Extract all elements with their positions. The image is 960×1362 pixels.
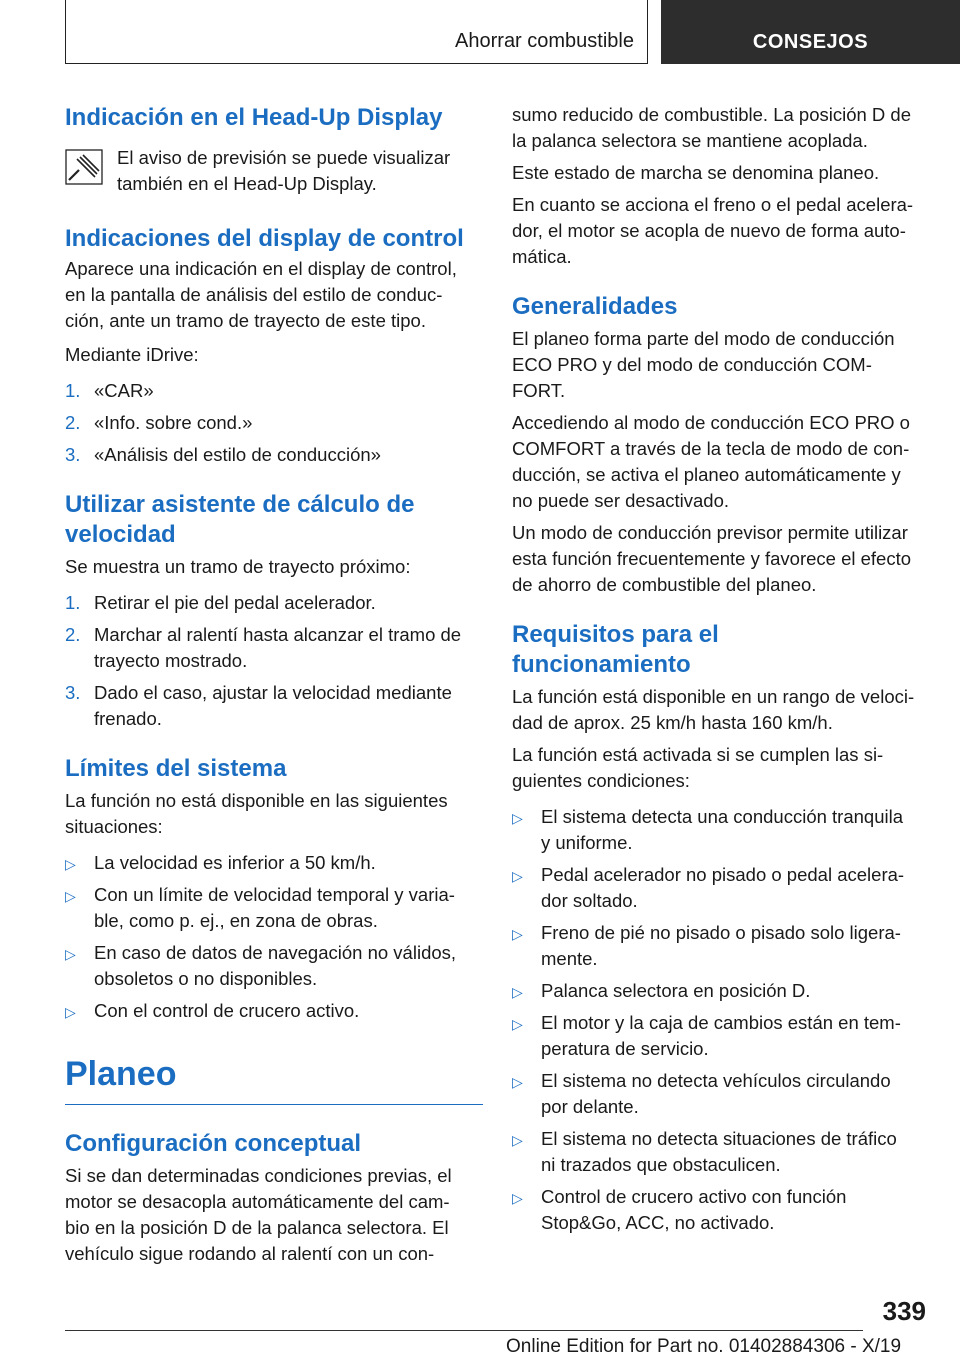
item-text: Stop&Go, ACC, no activado. [541, 1212, 775, 1233]
paragraph-line: de ahorro de combustible del planeo. [512, 574, 817, 595]
bullet-icon: ▷ [512, 926, 523, 942]
heading-line: funcionamiento [512, 651, 691, 678]
item-text: y uniforme. [541, 832, 633, 853]
list-item [512, 862, 932, 914]
list-item [512, 978, 932, 1004]
paragraph-line: La función está disponible en un rango de veloci- [512, 686, 915, 707]
general-paragraph-1 [512, 326, 932, 404]
right-column [512, 102, 932, 1236]
header-chapter-title: CONSEJOS [752, 31, 869, 53]
list-item [65, 850, 483, 876]
paragraph-line: COMFORT a través de la tecla de modo de con- [512, 438, 910, 459]
bullet-icon: ▷ [65, 946, 76, 962]
item-text: Freno de pié no pisado o pisado solo ligera- [541, 922, 901, 943]
header-section-title: Ahorrar combustible [455, 30, 634, 52]
bullet-icon: ▷ [512, 868, 523, 884]
paragraph-line: ducción, se activa el planeo automáticamente y [512, 464, 901, 485]
step-text: «CAR» [94, 380, 154, 401]
speed-heading [65, 490, 483, 550]
continued-paragraph [512, 102, 932, 154]
requirements-paragraph-1 [512, 684, 932, 736]
hud-note-line: El aviso de previsión se puede visualizar [117, 147, 451, 168]
requirements-list [512, 804, 932, 1236]
paragraph-line: vehículo sigue rodando al ralentí con un con- [65, 1243, 435, 1264]
paragraph-line: dad de aprox. 25 km/h hasta 160 km/h. [512, 712, 833, 733]
paragraph-line: La función no está disponible en las siguientes [65, 790, 448, 811]
concept-heading: Configuración conceptual [65, 1130, 362, 1157]
limits-intro [65, 788, 483, 840]
bullet-icon: ▷ [65, 888, 76, 904]
list-item [65, 442, 483, 468]
control-display-paragraph [65, 256, 483, 334]
requirements-paragraph-2 [512, 742, 932, 794]
paragraph-line: El planeo forma parte del modo de conducción [512, 328, 895, 349]
item-text: obsoletos o no disponibles. [94, 968, 318, 989]
list-item [512, 1184, 932, 1236]
paragraph-line: Accediendo al modo de conducción ECO PRO o [512, 412, 910, 433]
general-heading: Generalidades [512, 293, 678, 320]
step-number: 1. [65, 592, 81, 613]
paragraph-line: La función está activada si se cumplen las si- [512, 744, 884, 765]
item-text: El sistema no detecta vehículos circulando [541, 1070, 891, 1091]
paragraph-line: FORT. [512, 380, 566, 401]
limits-heading: Límites del sistema [65, 755, 287, 782]
item-text: peratura de servicio. [541, 1038, 709, 1059]
list-item [512, 920, 932, 972]
list-item [512, 1068, 932, 1120]
footer-edition: Online Edition for Part no. 01402884306 - X/19 [506, 1336, 902, 1357]
step-text: «Info. sobre cond.» [94, 412, 253, 433]
footer-divider [65, 1330, 863, 1331]
list-item [65, 680, 483, 732]
paragraph-line: guientes condiciones: [512, 770, 690, 791]
bullet-icon: ▷ [512, 1132, 523, 1148]
idrive-label: Mediante iDrive: [65, 344, 199, 365]
planeo-heading-block [65, 1054, 483, 1105]
step-text: trayecto mostrado. [94, 650, 248, 671]
list-item [65, 622, 483, 674]
item-text: El motor y la caja de cambios están en tem- [541, 1012, 901, 1033]
bullet-icon: ▷ [65, 856, 76, 872]
bullet-icon: ▷ [512, 1074, 523, 1090]
speed-steps [65, 590, 483, 732]
item-text: ni trazados que obstaculicen. [541, 1154, 781, 1175]
heading-line: velocidad [65, 521, 176, 548]
planeo-heading: Planeo [65, 1055, 177, 1093]
bullet-icon: ▷ [512, 1016, 523, 1032]
list-item [65, 410, 483, 436]
requirements-heading [512, 620, 932, 680]
paragraph-line: motor se desacopla automáticamente del cam- [65, 1191, 450, 1212]
step-text: Dado el caso, ajustar la velocidad mediante [94, 682, 452, 703]
item-text: Pedal acelerador no pisado o pedal acelera- [541, 864, 905, 885]
bullet-icon: ▷ [512, 984, 523, 1000]
page-number: 339 [882, 1296, 926, 1326]
step-number: 2. [65, 624, 81, 645]
hud-note [65, 145, 483, 197]
general-paragraph-3 [512, 520, 932, 598]
hud-icon [65, 149, 103, 185]
heading-line: Requisitos para el [512, 621, 719, 648]
item-text: El sistema detecta una conducción tranquila [541, 806, 903, 827]
item-text: por delante. [541, 1096, 639, 1117]
left-column [65, 100, 483, 1267]
list-item [65, 378, 483, 404]
list-item [512, 804, 932, 856]
paragraph-line: la palanca selectora se mantiene acoplada. [512, 130, 868, 151]
list-item [512, 1126, 932, 1178]
item-text: Con el control de crucero activo. [94, 1000, 360, 1021]
idrive-steps [65, 378, 483, 468]
paragraph-line: no puede ser desactivado. [512, 490, 730, 511]
paragraph-line: mática. [512, 246, 572, 267]
step-number: 2. [65, 412, 81, 433]
paragraph-line: ción, ante un tramo de trayecto de este tipo. [65, 310, 426, 331]
paragraph-line: sumo reducido de combustible. La posición D de [512, 104, 912, 125]
list-item [512, 1010, 932, 1062]
step-text: Retirar el pie del pedal acelerador. [94, 592, 376, 613]
paragraph-line: Un modo de conducción previsor permite utilizar [512, 522, 908, 543]
bullet-icon: ▷ [65, 1004, 76, 1020]
paragraph-line: en la pantalla de análisis del estilo de conduc- [65, 284, 443, 305]
item-text: El sistema no detecta situaciones de tráfico [541, 1128, 897, 1149]
item-text: ble, como p. ej., en zona de obras. [94, 910, 378, 931]
limits-list [65, 850, 483, 1024]
paragraph-line: situaciones: [65, 816, 163, 837]
speed-intro: Se muestra un tramo de trayecto próximo: [65, 556, 411, 577]
step-text: «Análisis del estilo de conducción» [94, 444, 381, 465]
item-text: En caso de datos de navegación no válidos, [94, 942, 457, 963]
paragraph-line: Aparece una indicación en el display de control, [65, 258, 457, 279]
bullet-icon: ▷ [512, 1190, 523, 1206]
paragraph-line: bio en la posición D de la palanca selectora. El [65, 1217, 449, 1238]
paragraph-line: En cuanto se acciona el freno o el pedal acelera- [512, 194, 914, 215]
item-text: La velocidad es inferior a 50 km/h. [94, 852, 376, 873]
list-item [65, 590, 483, 616]
item-text: mente. [541, 948, 598, 969]
header-chapter-tab [661, 0, 960, 64]
hud-note-line: también en el Head-Up Display. [117, 173, 377, 194]
list-item [65, 882, 483, 934]
concept-paragraph [65, 1163, 483, 1267]
paragraph-line: dor, el motor se acopla de nuevo de forma auto- [512, 220, 906, 241]
step-text: Marchar al ralentí hasta alcanzar el tramo de [94, 624, 462, 645]
hud-heading: Indicación en el Head-Up Display [65, 104, 443, 131]
heading-line: Utilizar asistente de cálculo de [65, 491, 415, 518]
paragraph-line: esta función frecuentemente y favorece el efecto [512, 548, 912, 569]
item-text: Con un límite de velocidad temporal y varia- [94, 884, 455, 905]
brake-paragraph [512, 192, 932, 270]
list-item [65, 940, 483, 992]
step-text: frenado. [94, 708, 162, 729]
paragraph-line: ECO PRO y del modo de conducción COM- [512, 354, 872, 375]
step-number: 1. [65, 380, 81, 401]
item-text: Palanca selectora en posición D. [541, 980, 811, 1001]
paragraph-line: Si se dan determinadas condiciones previas, el [65, 1165, 452, 1186]
item-text: Control de crucero activo con función [541, 1186, 847, 1207]
state-paragraph: Este estado de marcha se denomina planeo. [512, 162, 880, 183]
control-display-heading: Indicaciones del display de control [65, 225, 464, 252]
list-item [65, 998, 483, 1024]
bullet-icon: ▷ [512, 810, 523, 826]
step-number: 3. [65, 444, 81, 465]
general-paragraph-2 [512, 410, 932, 514]
step-number: 3. [65, 682, 81, 703]
item-text: dor soltado. [541, 890, 638, 911]
header-section-tab [65, 0, 648, 64]
